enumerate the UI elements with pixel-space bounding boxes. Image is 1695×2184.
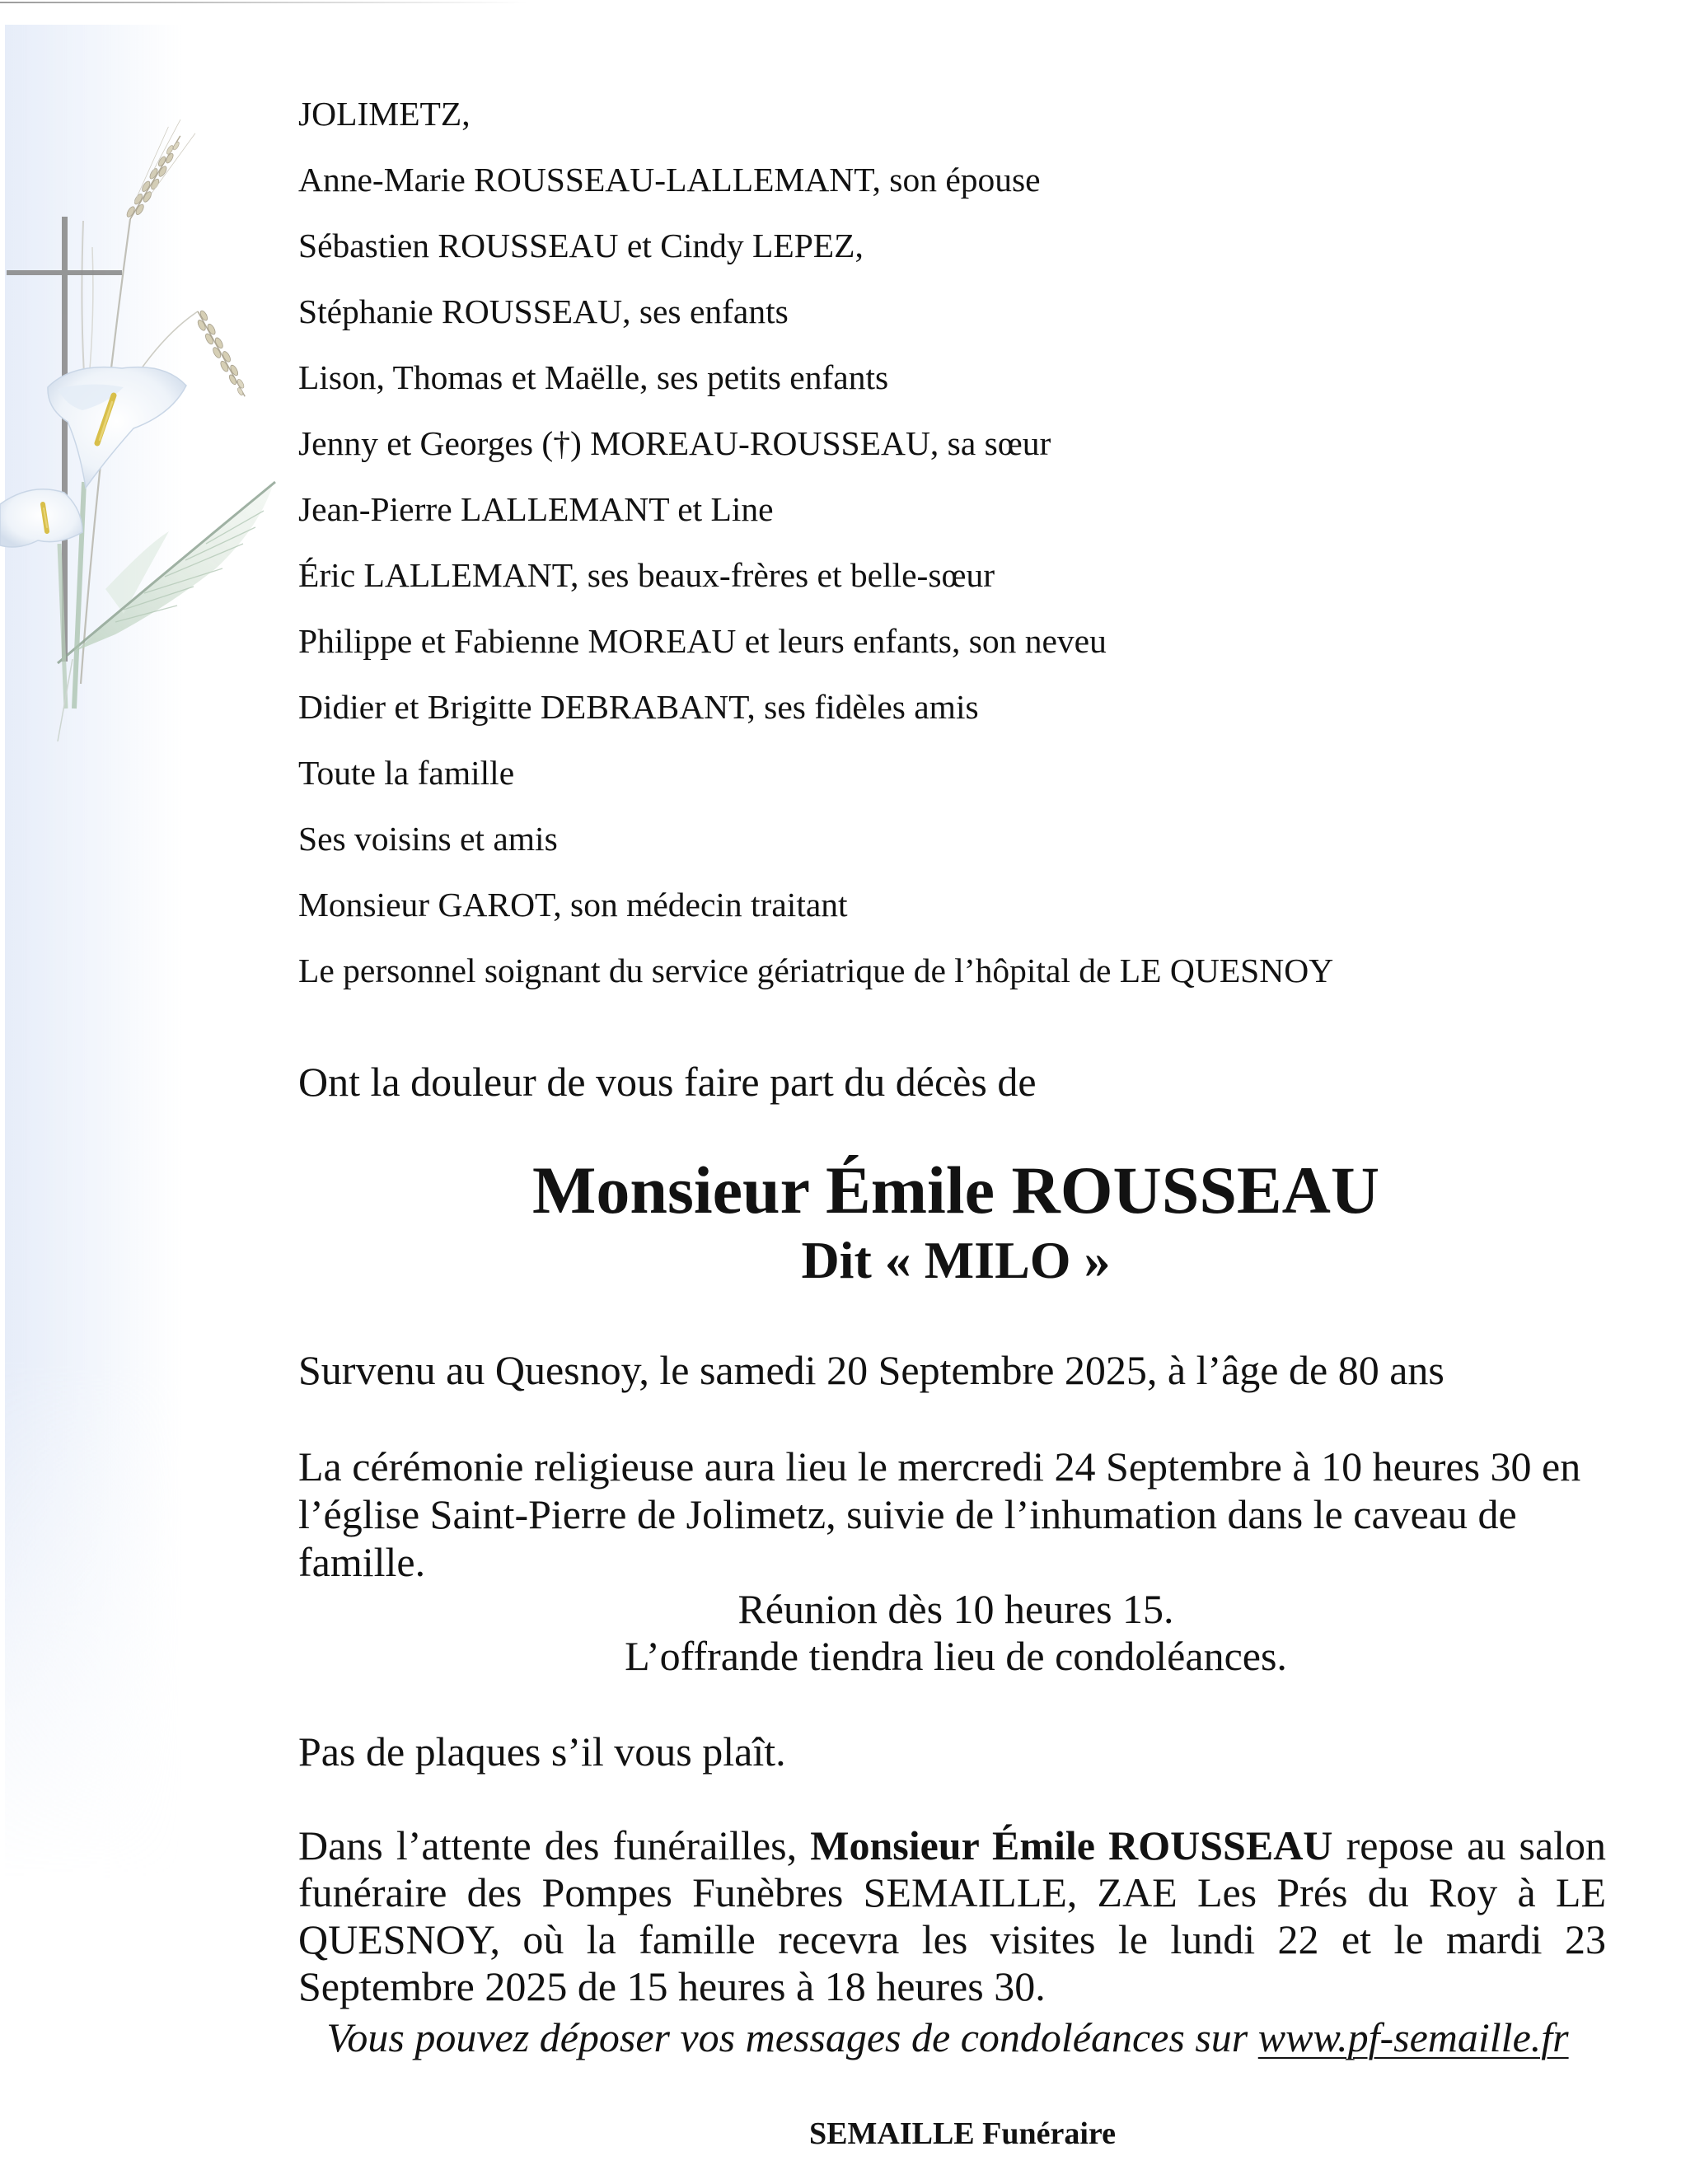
- grass-blade: [82, 221, 93, 387]
- ceremony-paragraph: [298, 1443, 1580, 1586]
- wheat-ear-right-icon: [193, 308, 251, 399]
- family-line: Le personnel soignant du service gériatrique de l’hôpital de LE QUESNOY: [298, 952, 1334, 989]
- family-line: Éric LALLEMANT, ses beaux-frères et belle-sœur: [298, 556, 995, 594]
- visitation-line: Septembre 2025 de 15 heures à 18 heures 30.: [298, 1963, 1046, 2009]
- condolences-note: [298, 2013, 1597, 2062]
- floral-cross-illustration: [0, 0, 297, 741]
- family-line: Jean-Pierre LALLEMANT et Line: [298, 490, 774, 528]
- family-line: Anne-Marie ROUSSEAU-LALLEMANT, son épouse: [298, 161, 1041, 199]
- family-line: Stéphanie ROUSSEAU, ses enfants: [298, 292, 789, 330]
- family-line: Jenny et Georges (†) MOREAU-ROUSSEAU, sa sœur: [298, 424, 1051, 462]
- family-list: [298, 81, 1617, 1003]
- family-line: Ses voisins et amis: [298, 820, 558, 858]
- ceremony-line: La cérémonie religieuse aura lieu le mercredi 24 Septembre à 10 heures 30 en: [298, 1443, 1581, 1490]
- gathering-time: Réunion dès 10 heures 15.: [737, 1586, 1174, 1632]
- announcement-intro: Ont la douleur de vous faire part du décès de: [298, 1059, 1037, 1105]
- visitation-text: Dans l’attente des funérailles,: [298, 1822, 798, 1868]
- visitation-line: funéraire des Pompes Funèbres SEMAILLE, ZAE Les Prés du Roy à LE: [298, 1869, 1606, 1915]
- ceremony-line: famille.: [298, 1539, 426, 1585]
- visitation-paragraph: [298, 1822, 1606, 2010]
- visitation-line: QUESNOY, où la famille recevra les visites le lundi 22 et le mardi 23: [298, 1916, 1606, 1962]
- family-line: Toute la famille: [298, 754, 515, 792]
- visitation-line: [298, 1822, 1606, 1869]
- condolences-link[interactable]: www.pf-semaille.fr: [1257, 2014, 1569, 2060]
- death-notice: Survenu au Quesnoy, le samedi 20 Septembre 2025, à l’âge de 80 ans: [298, 1347, 1444, 1393]
- family-line: Lison, Thomas et Maëlle, ses petits enfants: [298, 358, 889, 396]
- condolences-text: Vous pouvez déposer vos messages de condoléances sur: [326, 2014, 1248, 2060]
- ceremony-line: l’église Saint-Pierre de Jolimetz, suivie de l’inhumation dans le caveau de: [298, 1491, 1517, 1537]
- gathering-block: [298, 1586, 1613, 1680]
- family-line: Didier et Brigitte DEBRABANT, ses fidèles amis: [298, 688, 979, 726]
- calla-lily-upper-icon: [48, 367, 186, 488]
- deceased-nickname: Dit « MILO »: [801, 1231, 1111, 1289]
- place-heading: JOLIMETZ,: [298, 95, 471, 133]
- visitation-text: repose au salon: [1346, 1822, 1606, 1868]
- family-line: Sébastien ROUSSEAU et Cindy LEPEZ,: [298, 227, 864, 264]
- family-line: Philippe et Fabienne MOREAU et leurs enfants, son neveu: [298, 622, 1107, 660]
- family-line: Monsieur GAROT, son médecin traitant: [298, 886, 848, 924]
- calla-lily-lower-icon: [0, 489, 82, 547]
- funeral-home-signature: SEMAILLE Funéraire: [809, 2116, 1116, 2151]
- no-plaques-note: Pas de plaques s’il vous plaît.: [298, 1728, 786, 1775]
- offering-note: L’offrande tiendra lieu de condoléances.: [625, 1633, 1287, 1679]
- wheat-ear-upper-icon: [118, 116, 198, 225]
- deceased-name: Monsieur Émile ROUSSEAU: [531, 1153, 1380, 1228]
- visitation-deceased-name: Monsieur Émile ROUSSEAU: [810, 1822, 1333, 1868]
